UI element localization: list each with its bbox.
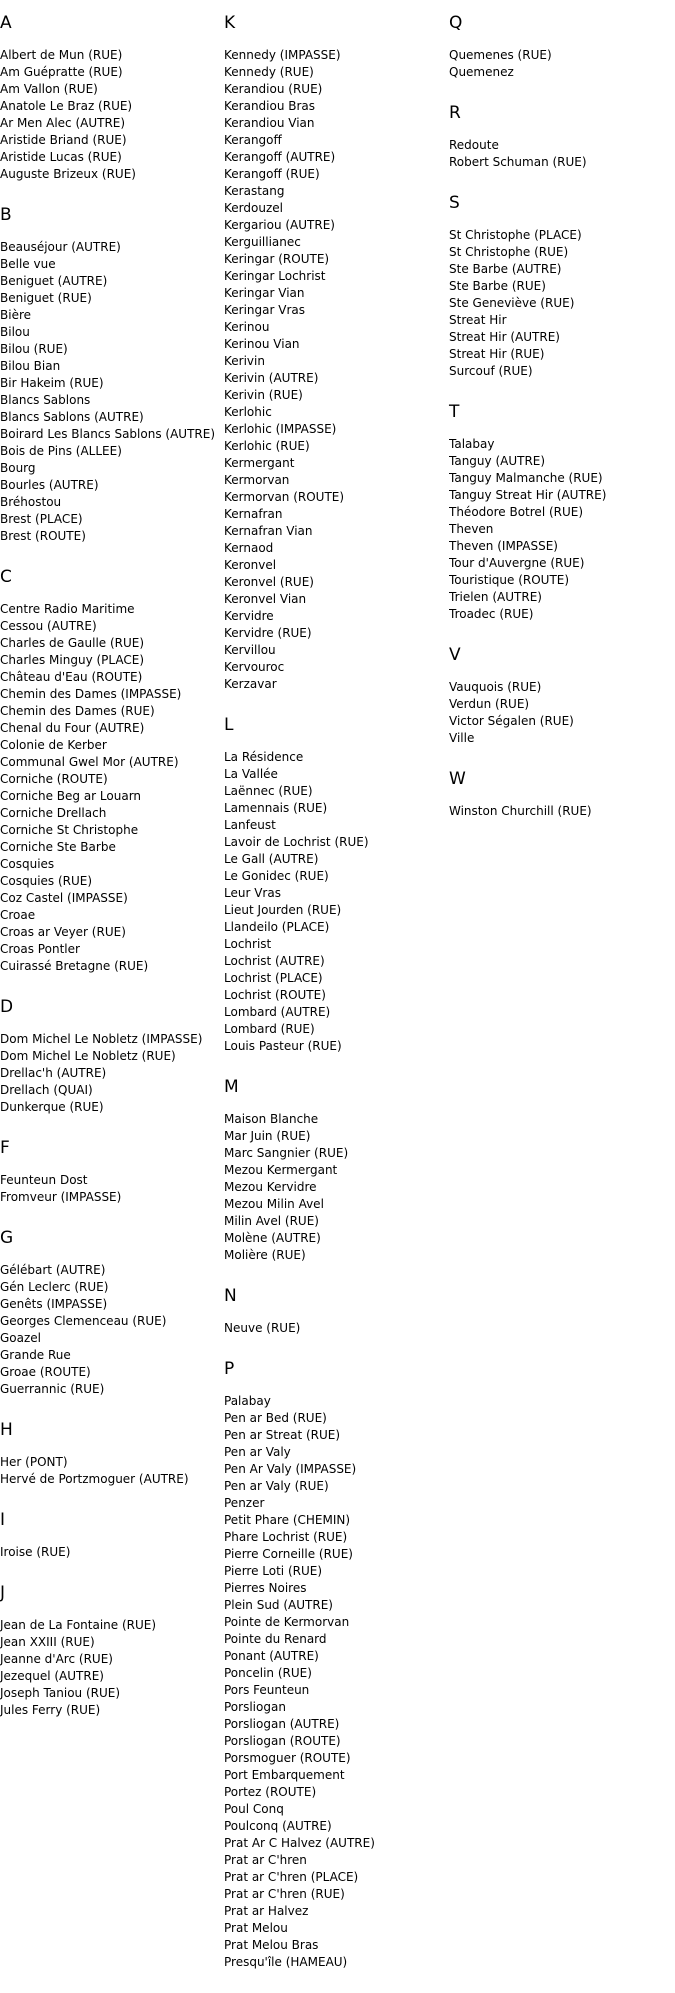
street-name: Ponant (AUTRE)	[224, 1649, 319, 1663]
street-name: Pen ar Valy	[224, 1445, 291, 1459]
street-name: Prat Melou	[224, 1921, 288, 1935]
street-name: Pen ar Valy (RUE)	[224, 1479, 329, 1493]
section-letter-heading: S	[449, 193, 460, 213]
street-name: Port Embarquement	[224, 1768, 345, 1782]
street-name: Bilou Bian	[0, 359, 61, 373]
street-name: Drellac'h (AUTRE)	[0, 1066, 107, 1080]
street-name: Prat ar Halvez	[224, 1904, 309, 1918]
street-name: Cosquies	[0, 857, 55, 871]
street-name: Kernafran	[224, 507, 283, 521]
street-name: Kernafran Vian	[224, 524, 313, 538]
street-name: Pointe de Kermorvan	[224, 1615, 350, 1629]
street-name: Pen ar Bed (RUE)	[224, 1411, 327, 1425]
street-name: Portez (ROUTE)	[224, 1785, 317, 1799]
street-name: Winston Churchill (RUE)	[449, 804, 592, 818]
street-name: Pors Feunteun	[224, 1683, 310, 1697]
street-list	[224, 749, 446, 1055]
street-name: Mezou Milin Avel	[224, 1197, 324, 1211]
street-name: Lavoir de Lochrist (RUE)	[224, 835, 369, 849]
section-letter-heading: P	[224, 1359, 235, 1379]
street-name: Ville	[449, 731, 475, 745]
street-name: La Vallée	[224, 767, 278, 781]
street-name: Kervidre (RUE)	[224, 626, 312, 640]
section-letter-heading: G	[0, 1228, 14, 1248]
street-name: Kerangoff (AUTRE)	[224, 150, 336, 164]
street-name: Kermergant	[224, 456, 295, 470]
street-name: Tanguy Malmanche (RUE)	[449, 471, 603, 485]
letter-section	[224, 13, 446, 693]
street-name: Kerastang	[224, 184, 285, 198]
street-name: Theven	[449, 522, 494, 536]
street-name: Corniche Ste Barbe	[0, 840, 116, 854]
street-name: Coz Castel (IMPASSE)	[0, 891, 128, 905]
street-name: Communal Gwel Mor (AUTRE)	[0, 755, 179, 769]
letter-section	[0, 1228, 222, 1398]
street-name: Keringar (ROUTE)	[224, 252, 330, 266]
street-list	[449, 803, 675, 820]
street-name: Laënnec (RUE)	[224, 784, 313, 798]
street-name: Kermorvan	[224, 473, 290, 487]
street-name: Jeanne d'Arc (RUE)	[0, 1652, 113, 1666]
street-list	[449, 679, 675, 747]
street-name: Kerlohic (IMPASSE)	[224, 422, 337, 436]
section-letter-heading: L	[224, 715, 234, 735]
street-name: Milin Avel (RUE)	[224, 1214, 319, 1228]
street-name: Molène (AUTRE)	[224, 1231, 321, 1245]
section-letter-heading: F	[0, 1138, 10, 1158]
street-name: Chenal du Four (AUTRE)	[0, 721, 145, 735]
street-list	[0, 1262, 222, 1398]
street-name: Corniche (ROUTE)	[0, 772, 108, 786]
section-letter-heading: V	[449, 645, 461, 665]
street-name: Llandeilo (PLACE)	[224, 920, 330, 934]
street-name: Am Vallon (RUE)	[0, 82, 98, 96]
section-letter-heading: I	[0, 1510, 6, 1530]
street-name: Groae (ROUTE)	[0, 1365, 91, 1379]
letter-section	[224, 1286, 446, 1337]
street-list	[0, 1172, 222, 1206]
street-name: Ar Men Alec (AUTRE)	[0, 116, 126, 130]
street-name: Verdun (RUE)	[449, 697, 530, 711]
street-list	[0, 1544, 222, 1561]
street-name: Ste Barbe (AUTRE)	[449, 262, 562, 276]
street-name: Lanfeust	[224, 818, 276, 832]
street-name: Pierre Corneille (RUE)	[224, 1547, 353, 1561]
street-name: Theven (IMPASSE)	[449, 539, 558, 553]
letter-section	[0, 1583, 222, 1719]
street-name: Mar Juin (RUE)	[224, 1129, 311, 1143]
street-name: Prat Melou Bras	[224, 1938, 319, 1952]
street-name: Petit Phare (CHEMIN)	[224, 1513, 351, 1527]
street-name: Robert Schuman (RUE)	[449, 155, 587, 169]
street-name: Blancs Sablons	[0, 393, 91, 407]
street-name: St Christophe (PLACE)	[449, 228, 582, 242]
street-name: Talabay	[449, 437, 495, 451]
street-name: Kerlohic	[224, 405, 272, 419]
street-name: Bir Hakeim (RUE)	[0, 376, 104, 390]
street-list	[0, 601, 222, 975]
street-name: Kennedy (RUE)	[224, 65, 314, 79]
street-name: Feunteun Dost	[0, 1173, 88, 1187]
street-name: Porsliogan	[224, 1700, 286, 1714]
street-name: Lombard (AUTRE)	[224, 1005, 331, 1019]
street-name: Bourg	[0, 461, 36, 475]
section-letter-heading: Q	[449, 13, 463, 33]
street-name: Chemin des Dames (IMPASSE)	[0, 687, 182, 701]
street-name: Charles de Gaulle (RUE)	[0, 636, 145, 650]
street-name: Aristide Lucas (RUE)	[0, 150, 122, 164]
street-name: Hervé de Portzmoguer (AUTRE)	[0, 1472, 189, 1486]
street-name: Streat Hir	[449, 313, 507, 327]
street-name: Gélébart (AUTRE)	[0, 1263, 106, 1277]
street-name: Bilou	[0, 325, 30, 339]
street-name: Redoute	[449, 138, 499, 152]
street-name: Louis Pasteur (RUE)	[224, 1039, 342, 1053]
street-name: Kerangoff	[224, 133, 282, 147]
street-name: Kerlohic (RUE)	[224, 439, 310, 453]
letter-section	[0, 205, 222, 545]
street-name: Cosquies (RUE)	[0, 874, 93, 888]
street-name: Iroise (RUE)	[0, 1545, 71, 1559]
street-name: Croae	[0, 908, 36, 922]
street-name: Corniche St Christophe	[0, 823, 139, 837]
street-name: Kernaod	[224, 541, 274, 555]
street-name: Quemenez	[449, 65, 514, 79]
street-name: Kervillou	[224, 643, 276, 657]
street-name: Vauquois (RUE)	[449, 680, 542, 694]
street-name: Le Gall (AUTRE)	[224, 852, 319, 866]
street-name: Kerguillianec	[224, 235, 301, 249]
street-name: Jezequel (AUTRE)	[0, 1669, 104, 1683]
street-name: Poul Conq	[224, 1802, 284, 1816]
street-name: Mezou Kervidre	[224, 1180, 317, 1194]
street-name: Kervidre	[224, 609, 274, 623]
letter-section	[449, 193, 675, 380]
street-name: Porsliogan (ROUTE)	[224, 1734, 341, 1748]
street-name: Poncelin (RUE)	[224, 1666, 312, 1680]
street-name: Beniguet (AUTRE)	[0, 274, 108, 288]
street-list	[0, 1454, 222, 1488]
street-name: Beniguet (RUE)	[0, 291, 92, 305]
street-name: Tour d'Auvergne (RUE)	[449, 556, 585, 570]
street-name: Georges Clemenceau (RUE)	[0, 1314, 167, 1328]
street-name: Joseph Taniou (RUE)	[0, 1686, 121, 1700]
street-name: Keringar Vian	[224, 286, 305, 300]
street-name: Phare Lochrist (RUE)	[224, 1530, 348, 1544]
street-name: Kerivin (RUE)	[224, 388, 303, 402]
section-letter-heading: T	[449, 402, 460, 422]
street-name: Prat ar C'hren	[224, 1853, 307, 1867]
street-name: Bilou (RUE)	[0, 342, 68, 356]
street-name: Pierre Loti (RUE)	[224, 1564, 323, 1578]
street-name: Prat Ar C Halvez (AUTRE)	[224, 1836, 375, 1850]
letter-section	[0, 997, 222, 1116]
section-letter-heading: K	[224, 13, 236, 33]
street-name: Penzer	[224, 1496, 265, 1510]
street-name: Cuirassé Bretagne (RUE)	[0, 959, 149, 973]
street-index-column	[224, 0, 446, 1993]
street-name: Keringar Vras	[224, 303, 305, 317]
street-name: Streat Hir (AUTRE)	[449, 330, 560, 344]
street-name: Prat ar C'hren (PLACE)	[224, 1870, 359, 1884]
street-name: Surcouf (RUE)	[449, 364, 533, 378]
street-name: Her (PONT)	[0, 1455, 68, 1469]
letter-section	[224, 715, 446, 1055]
street-name: Kerivin (AUTRE)	[224, 371, 319, 385]
street-name: Lieut Jourden (RUE)	[224, 903, 342, 917]
street-name: Goazel	[0, 1331, 42, 1345]
street-name: Kerivin	[224, 354, 265, 368]
street-name: Touristique (ROUTE)	[449, 573, 570, 587]
street-name: La Résidence	[224, 750, 304, 764]
street-name: Kerangoff (RUE)	[224, 167, 320, 181]
section-letter-heading: J	[0, 1583, 6, 1603]
street-name: Plein Sud (AUTRE)	[224, 1598, 333, 1612]
street-name: Streat Hir (RUE)	[449, 347, 545, 361]
street-name: Albert de Mun (RUE)	[0, 48, 123, 62]
street-name: Genêts (IMPASSE)	[0, 1297, 108, 1311]
street-name: Keronvel	[224, 558, 277, 572]
street-name: Kerandiou (RUE)	[224, 82, 323, 96]
section-letter-heading: B	[0, 205, 12, 225]
street-name: Centre Radio Maritime	[0, 602, 135, 616]
street-name: Lochrist	[224, 937, 272, 951]
street-name: Pen ar Streat (RUE)	[224, 1428, 341, 1442]
street-name: Poulconq (AUTRE)	[224, 1819, 332, 1833]
street-name: Pointe du Renard	[224, 1632, 327, 1646]
street-name: Belle vue	[0, 257, 56, 271]
street-name: Auguste Brizeux (RUE)	[0, 167, 136, 181]
street-name: Trielen (AUTRE)	[449, 590, 542, 604]
street-name: Bière	[0, 308, 32, 322]
street-name: Fromveur (IMPASSE)	[0, 1190, 122, 1204]
street-name: Tanguy (AUTRE)	[449, 454, 546, 468]
street-name: Maison Blanche	[224, 1112, 319, 1126]
street-index-column	[0, 0, 222, 1741]
street-name: Guerrannic (RUE)	[0, 1382, 105, 1396]
street-name: Keronvel (RUE)	[224, 575, 314, 589]
street-name: Le Gonidec (RUE)	[224, 869, 329, 883]
street-name: Kerinou	[224, 320, 270, 334]
street-name: Chemin des Dames (RUE)	[0, 704, 155, 718]
street-name: Corniche Drellach	[0, 806, 107, 820]
section-letter-heading: D	[0, 997, 14, 1017]
street-name: Colonie de Kerber	[0, 738, 107, 752]
letter-section	[0, 1510, 222, 1561]
street-name: Anatole Le Braz (RUE)	[0, 99, 133, 113]
street-list	[0, 1031, 222, 1116]
street-index-column	[449, 0, 675, 842]
street-name: Leur Vras	[224, 886, 281, 900]
street-list	[0, 239, 222, 545]
street-name: Boirard Les Blancs Sablons (AUTRE)	[0, 427, 216, 441]
section-letter-heading: C	[0, 567, 12, 587]
street-name: Porsmoguer (ROUTE)	[224, 1751, 351, 1765]
street-name: Presqu'île (HAMEAU)	[224, 1955, 348, 1969]
street-name: Pierres Noires	[224, 1581, 307, 1595]
street-name: Lochrist (PLACE)	[224, 971, 323, 985]
section-letter-heading: R	[449, 103, 461, 123]
street-name: Brest (ROUTE)	[0, 529, 86, 543]
street-name: Lochrist (AUTRE)	[224, 954, 325, 968]
street-name: Lamennais (RUE)	[224, 801, 328, 815]
street-name: Blancs Sablons (AUTRE)	[0, 410, 144, 424]
street-list	[449, 47, 675, 81]
street-name: Jean XXIII (RUE)	[0, 1635, 95, 1649]
section-letter-heading: A	[0, 13, 12, 33]
street-name: Molière (RUE)	[224, 1248, 306, 1262]
street-name: Ste Geneviève (RUE)	[449, 296, 575, 310]
letter-section	[449, 645, 675, 747]
street-name: Keronvel Vian	[224, 592, 307, 606]
street-list	[0, 47, 222, 183]
street-name: Kerandiou Bras	[224, 99, 316, 113]
street-name: Beauséjour (AUTRE)	[0, 240, 121, 254]
street-list	[0, 1617, 222, 1719]
street-name: Kermorvan (ROUTE)	[224, 490, 345, 504]
letter-section	[0, 1420, 222, 1488]
section-letter-heading: M	[224, 1077, 239, 1097]
letter-section	[449, 769, 675, 820]
letter-section	[0, 567, 222, 975]
street-name: Dom Michel Le Nobletz (RUE)	[0, 1049, 176, 1063]
street-name: Keringar Lochrist	[224, 269, 326, 283]
street-list	[449, 227, 675, 380]
letter-section	[449, 13, 675, 81]
street-name: Aristide Briand (RUE)	[0, 133, 127, 147]
street-name: Drellach (QUAI)	[0, 1083, 93, 1097]
section-letter-heading: W	[449, 769, 466, 789]
street-name: Neuve (RUE)	[224, 1321, 301, 1335]
street-name: Bréhostou	[0, 495, 62, 509]
street-name: Kerzavar	[224, 677, 277, 691]
street-name: Prat ar C'hren (RUE)	[224, 1887, 345, 1901]
street-list	[224, 1393, 446, 1971]
street-name: Théodore Botrel (RUE)	[449, 505, 584, 519]
street-name: Jules Ferry (RUE)	[0, 1703, 101, 1717]
street-name: Cessou (AUTRE)	[0, 619, 97, 633]
street-name: Bourles (AUTRE)	[0, 478, 99, 492]
street-name: Pen Ar Valy (IMPASSE)	[224, 1462, 357, 1476]
letter-section	[449, 402, 675, 623]
street-list	[449, 436, 675, 623]
street-name: Croas Pontler	[0, 942, 80, 956]
street-list	[224, 47, 446, 693]
street-name: Jean de La Fontaine (RUE)	[0, 1618, 157, 1632]
street-name: Croas ar Veyer (RUE)	[0, 925, 126, 939]
street-name: Victor Ségalen (RUE)	[449, 714, 574, 728]
street-name: Brest (PLACE)	[0, 512, 83, 526]
street-list	[224, 1111, 446, 1264]
street-name: Kerinou Vian	[224, 337, 300, 351]
street-name: Kennedy (IMPASSE)	[224, 48, 341, 62]
section-letter-heading: N	[224, 1286, 237, 1306]
street-name: Lochrist (ROUTE)	[224, 988, 326, 1002]
street-name: Kergariou (AUTRE)	[224, 218, 335, 232]
letter-section	[449, 103, 675, 171]
street-list	[449, 137, 675, 171]
street-name: Grande Rue	[0, 1348, 71, 1362]
street-list	[224, 1320, 446, 1337]
street-name: Quemenes (RUE)	[449, 48, 552, 62]
street-name: Bois de Pins (ALLEE)	[0, 444, 122, 458]
street-name: Mezou Kermergant	[224, 1163, 338, 1177]
street-name: Charles Minguy (PLACE)	[0, 653, 145, 667]
letter-section	[0, 13, 222, 183]
street-name: Corniche Beg ar Louarn	[0, 789, 142, 803]
street-name: Marc Sangnier (RUE)	[224, 1146, 349, 1160]
street-name: Gén Leclerc (RUE)	[0, 1280, 109, 1294]
street-name: Lombard (RUE)	[224, 1022, 315, 1036]
street-name: Dunkerque (RUE)	[0, 1100, 104, 1114]
street-name: Kerdouzel	[224, 201, 283, 215]
street-name: Palabay	[224, 1394, 271, 1408]
street-name: Am Guépratte (RUE)	[0, 65, 123, 79]
letter-section	[224, 1077, 446, 1264]
street-name: Porsliogan (AUTRE)	[224, 1717, 340, 1731]
street-name: Kervouroc	[224, 660, 285, 674]
street-name: Dom Michel Le Nobletz (IMPASSE)	[0, 1032, 203, 1046]
section-letter-heading: H	[0, 1420, 13, 1440]
street-name: Troadec (RUE)	[449, 607, 534, 621]
street-name: St Christophe (RUE)	[449, 245, 569, 259]
letter-section	[224, 1359, 446, 1971]
street-name: Tanguy Streat Hir (AUTRE)	[449, 488, 607, 502]
street-name: Kerandiou Vian	[224, 116, 315, 130]
street-name: Château d'Eau (ROUTE)	[0, 670, 143, 684]
letter-section	[0, 1138, 222, 1206]
street-name: Ste Barbe (RUE)	[449, 279, 546, 293]
